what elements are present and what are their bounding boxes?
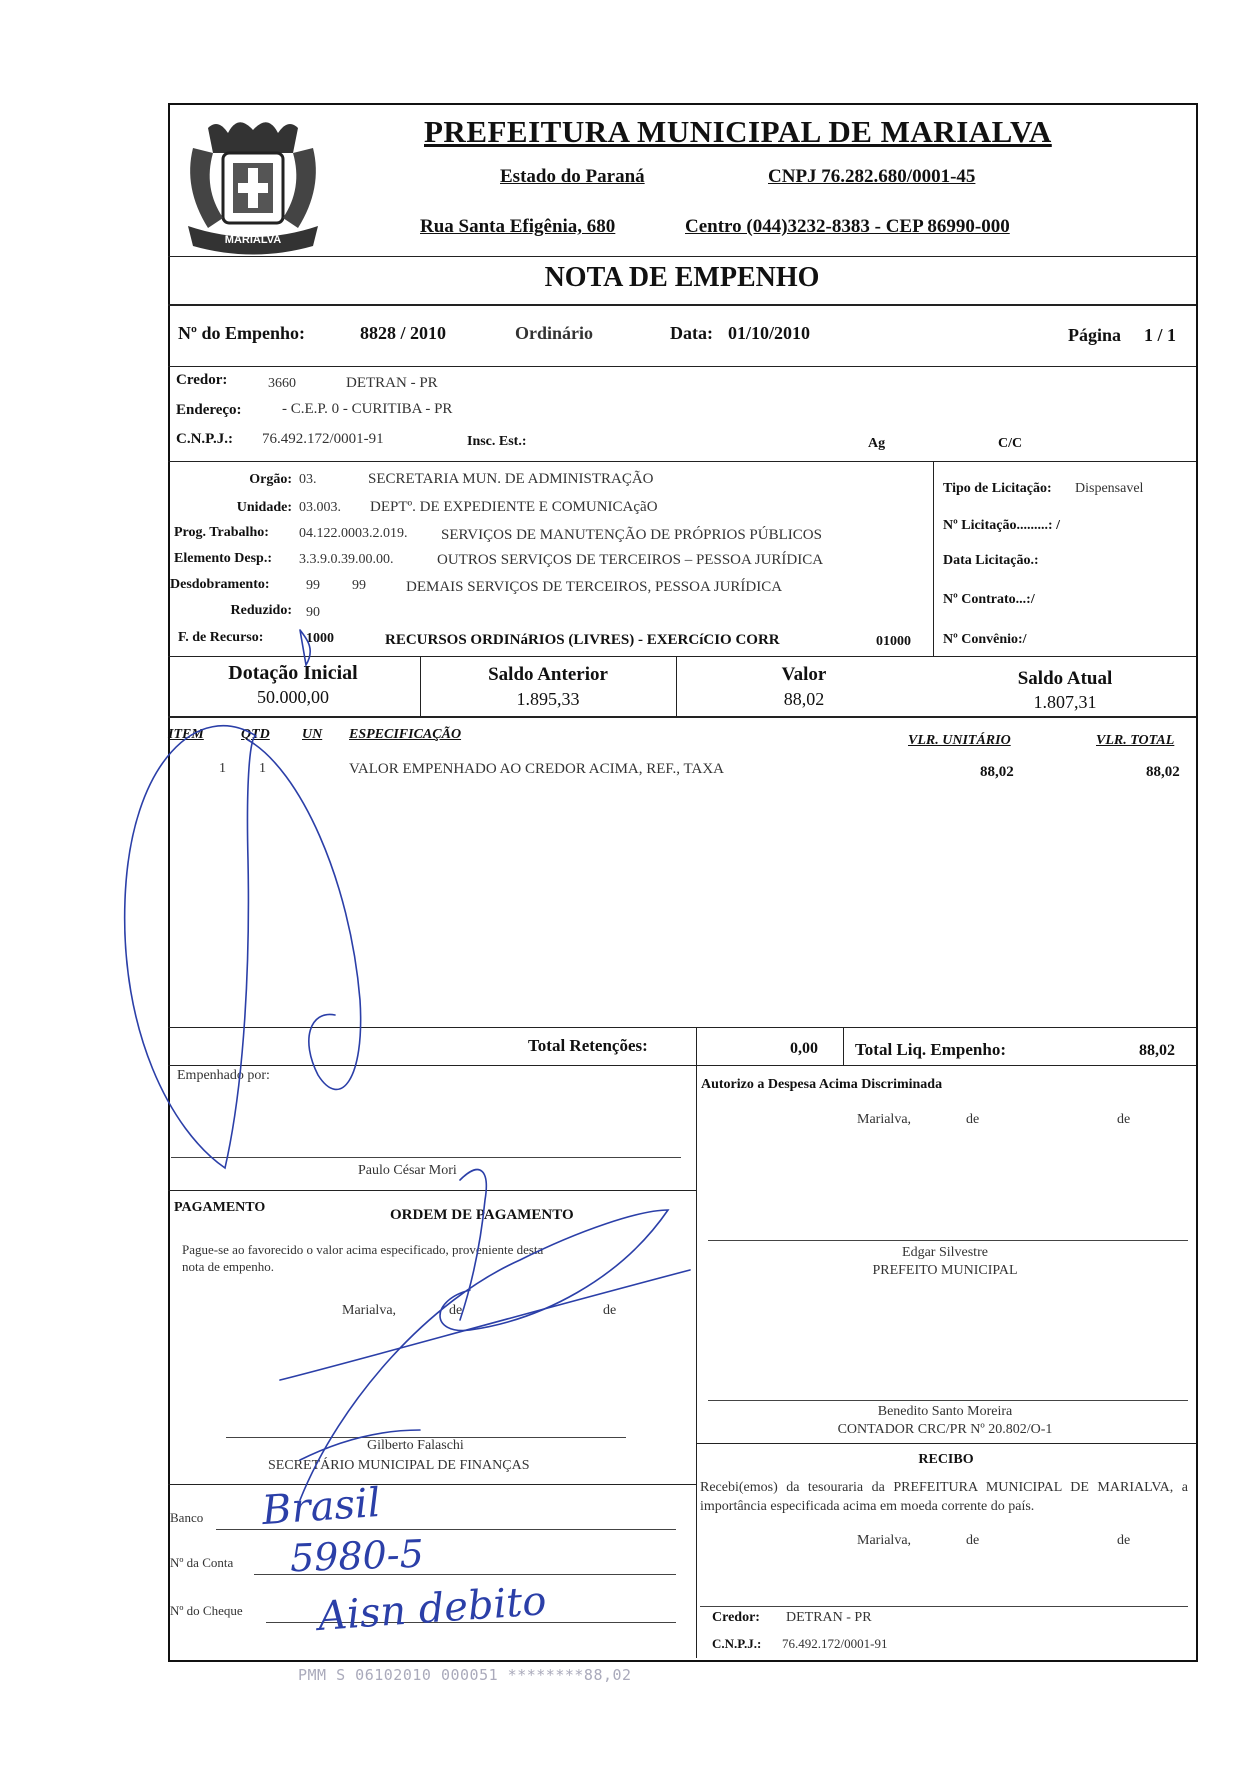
divider xyxy=(933,461,934,657)
divider xyxy=(168,304,1196,306)
ordem-pagamento-label: ORDEM DE PAGAMENTO xyxy=(390,1207,574,1223)
conta-label: Nº da Conta xyxy=(170,1555,234,1570)
empenho-number: 8828 / 2010 xyxy=(360,323,447,343)
recibo-label: RECIBO xyxy=(918,1452,974,1467)
recurso-code: 1000 xyxy=(306,631,334,646)
prog-label: Prog. Trabalho: xyxy=(174,525,269,540)
empenhado-label: Empenhado por: xyxy=(177,1068,270,1083)
dotacao-label: Dotação Inicial xyxy=(228,662,358,684)
page-label: Página xyxy=(1068,325,1122,345)
divider xyxy=(696,1443,1196,1444)
divider xyxy=(168,1027,1196,1028)
row-qtd: 1 xyxy=(259,761,266,776)
desdobramento-value: DEMAIS SERVIÇOS DE TERCEIROS, PESSOA JURÍDICA xyxy=(406,579,783,595)
tipo-licitacao-value: Dispensavel xyxy=(1075,481,1144,496)
col-item: ITEM xyxy=(168,727,204,742)
elemento-value: OUTROS SERVIÇOS DE TERCEIROS – PESSOA JURÍDICA xyxy=(437,552,824,568)
convenio-number: Nº Convênio:/ xyxy=(943,632,1027,647)
divider xyxy=(843,1027,844,1065)
recibo-cnpj-label: C.N.P.J.: xyxy=(712,1636,762,1651)
secretario-title: SECRETÁRIO MUNICIPAL DE FINANÇAS xyxy=(268,1458,530,1473)
recibo-de2: de xyxy=(1117,1533,1131,1548)
orgao-code: 03. xyxy=(299,472,317,487)
contrato-number: Nº Contrato...:/ xyxy=(943,592,1035,607)
autorizo-label: Autorizo a Despesa Acima Discriminada xyxy=(701,1077,943,1092)
saldo-atual-value: 1.807,31 xyxy=(1033,692,1097,712)
col-qtd: QTD xyxy=(241,727,270,742)
recibo-credor-label: Credor: xyxy=(712,1610,760,1625)
desdobramento-label: Desdobramento: xyxy=(170,577,270,592)
col-un: UN xyxy=(302,727,323,742)
reduzido-label: Reduzido: xyxy=(230,603,292,618)
prefeito-title: PREFEITO MUNICIPAL xyxy=(872,1263,1018,1278)
orgao-label: Orgão: xyxy=(249,472,292,487)
autorizo-city: Marialva, xyxy=(857,1112,912,1127)
signature-line xyxy=(700,1606,1188,1607)
row-vlr-unitario: 88,02 xyxy=(980,764,1014,780)
signature-line xyxy=(171,1157,681,1158)
divider xyxy=(696,1027,697,1065)
contador-name: Benedito Santo Moreira xyxy=(877,1404,1013,1419)
retencoes-label: Total Retenções: xyxy=(528,1036,648,1055)
date-label: Data: xyxy=(670,323,713,343)
tipo-licitacao-label: Tipo de Licitação: xyxy=(943,481,1052,496)
recibo-de1: de xyxy=(966,1533,980,1548)
divider xyxy=(168,1065,1196,1066)
signature-line xyxy=(708,1240,1188,1241)
divider xyxy=(168,1484,696,1485)
ag-label: Ag xyxy=(868,436,886,451)
cnpj-header: CNPJ 76.282.680/0001-45 xyxy=(768,166,976,187)
empenhado-name: Paulo César Mori xyxy=(358,1163,457,1178)
autorizo-de2: de xyxy=(1117,1112,1131,1127)
cheque-label: Nº do Cheque xyxy=(170,1603,243,1618)
elemento-label: Elemento Desp.: xyxy=(174,551,272,566)
retencoes-value: 0,00 xyxy=(790,1040,818,1057)
recibo-credor-value: DETRAN - PR xyxy=(786,1610,872,1625)
pagamento-de2: de xyxy=(603,1303,617,1318)
recurso-label: F. de Recurso: xyxy=(178,630,264,645)
logo-text: MARIALVA xyxy=(224,234,282,246)
dotacao-value: 50.000,00 xyxy=(257,687,329,707)
orgao-value: SECRETARIA MUN. DE ADMINISTRAÇÃO xyxy=(368,471,654,487)
conta-handwritten: 5980-5 xyxy=(289,1531,425,1581)
row-item: 1 xyxy=(219,761,226,776)
credor-name: DETRAN - PR xyxy=(346,375,438,391)
row-vlr-total: 88,02 xyxy=(1146,764,1180,780)
reduzido-value: 90 xyxy=(306,605,320,620)
valor-value: 88,02 xyxy=(783,689,825,709)
cnpj-label: C.N.P.J.: xyxy=(176,431,233,447)
pagamento-label: PAGAMENTO xyxy=(174,1200,266,1215)
empenho-label: Nº do Empenho: xyxy=(178,323,305,343)
prog-value: SERVIÇOS DE MANUTENÇÃO DE PRÓPRIOS PÚBLICOS xyxy=(441,527,822,543)
saldo-anterior-value: 1.895,33 xyxy=(516,689,580,709)
prefeito-name: Edgar Silvestre xyxy=(902,1245,988,1260)
liquido-value: 88,02 xyxy=(1139,1042,1175,1059)
col-vlr-unitario: VLR. UNITÁRIO xyxy=(908,733,1011,748)
divider xyxy=(168,256,1196,257)
col-vlr-total: VLR. TOTAL xyxy=(1096,733,1175,748)
unidade-value: DEPTº. DE EXPEDIENTE E COMUNICAçãO xyxy=(370,499,658,515)
unidade-code: 03.003. xyxy=(299,500,341,515)
pagamento-de1: de xyxy=(449,1303,463,1318)
divider xyxy=(168,461,1196,462)
date-value: 01/10/2010 xyxy=(728,323,811,343)
divider xyxy=(168,716,1196,718)
col-especificacao: ESPECIFICAÇÃO xyxy=(349,727,462,742)
divider xyxy=(168,656,1196,657)
cheque-handwritten: Aisn debito xyxy=(316,1578,548,1640)
insc-label: Insc. Est.: xyxy=(467,434,527,449)
cc-label: C/C xyxy=(998,436,1023,451)
credor-label: Credor: xyxy=(176,372,228,388)
recibo-city: Marialva, xyxy=(857,1533,912,1548)
valor-label: Valor xyxy=(781,664,827,685)
elemento-code: 3.3.9.0.39.00.00. xyxy=(299,552,394,567)
pagamento-city: Marialva, xyxy=(342,1303,397,1318)
licitacao-date: Data Licitação.: xyxy=(943,553,1039,568)
prog-code: 04.122.0003.2.019. xyxy=(299,526,408,541)
pagamento-text2: nota de empenho. xyxy=(182,1259,275,1274)
credor-code: 3660 xyxy=(268,376,296,391)
pagamento-text1: Pague-se ao favorecido o valor acima especificado, proveniente desta xyxy=(182,1242,544,1257)
print-stamp: PMM S 06102010 000051 ********88,02 xyxy=(298,1666,632,1684)
address: Rua Santa Efigênia, 680 xyxy=(420,216,616,237)
recibo-text: Recebi(emos) da tesouraria da PREFEITURA MUNICIPAL DE MARIALVA, a importância especificada acima em moeda corrente do país. xyxy=(700,1480,1188,1514)
cnpj-value: 76.492.172/0001-91 xyxy=(262,431,384,447)
divider xyxy=(168,1190,696,1191)
banco-handwritten: Brasil xyxy=(260,1479,382,1535)
desdobramento-code2: 99 xyxy=(352,578,366,593)
unidade-label: Unidade: xyxy=(236,500,292,515)
divider xyxy=(696,1065,697,1658)
signature-line xyxy=(708,1400,1188,1401)
contador-title: CONTADOR CRC/PR Nº 20.802/O-1 xyxy=(837,1422,1053,1437)
page-title: PREFEITURA MUNICIPAL DE MARIALVA xyxy=(424,114,1052,149)
row-especificacao: VALOR EMPENHADO AO CREDOR ACIMA, REF., TAXA xyxy=(349,761,724,777)
liquido-label: Total Liq. Empenho: xyxy=(855,1040,1006,1059)
endereco-value: - C.E.P. 0 - CURITIBA - PR xyxy=(282,401,453,417)
page-number: 1 / 1 xyxy=(1144,325,1177,345)
secretario-name: Gilberto Falaschi xyxy=(367,1438,464,1453)
recurso-value: RECURSOS ORDINáRIOS (LIVRES) - EXERCíCIO CORR xyxy=(385,632,780,648)
desdobramento-code1: 99 xyxy=(306,578,320,593)
saldo-atual-label: Saldo Atual xyxy=(1017,668,1113,689)
state-name: Estado do Paraná xyxy=(500,166,645,187)
endereco-label: Endereço: xyxy=(176,402,242,418)
recibo-cnpj-value: 76.492.172/0001-91 xyxy=(782,1636,888,1651)
divider xyxy=(168,366,1196,367)
autorizo-de1: de xyxy=(966,1112,980,1127)
banco-label: Banco xyxy=(170,1510,204,1525)
empenho-type: Ordinário xyxy=(515,323,594,343)
doc-title: NOTA DE EMPENHO xyxy=(544,262,820,293)
recurso-code2: 01000 xyxy=(876,634,911,649)
licitacao-number: Nº Licitação.........: / xyxy=(943,518,1060,533)
contact: Centro (044)3232-8383 - CEP 86990-000 xyxy=(685,216,1010,237)
saldo-anterior-label: Saldo Anterior xyxy=(488,664,608,685)
